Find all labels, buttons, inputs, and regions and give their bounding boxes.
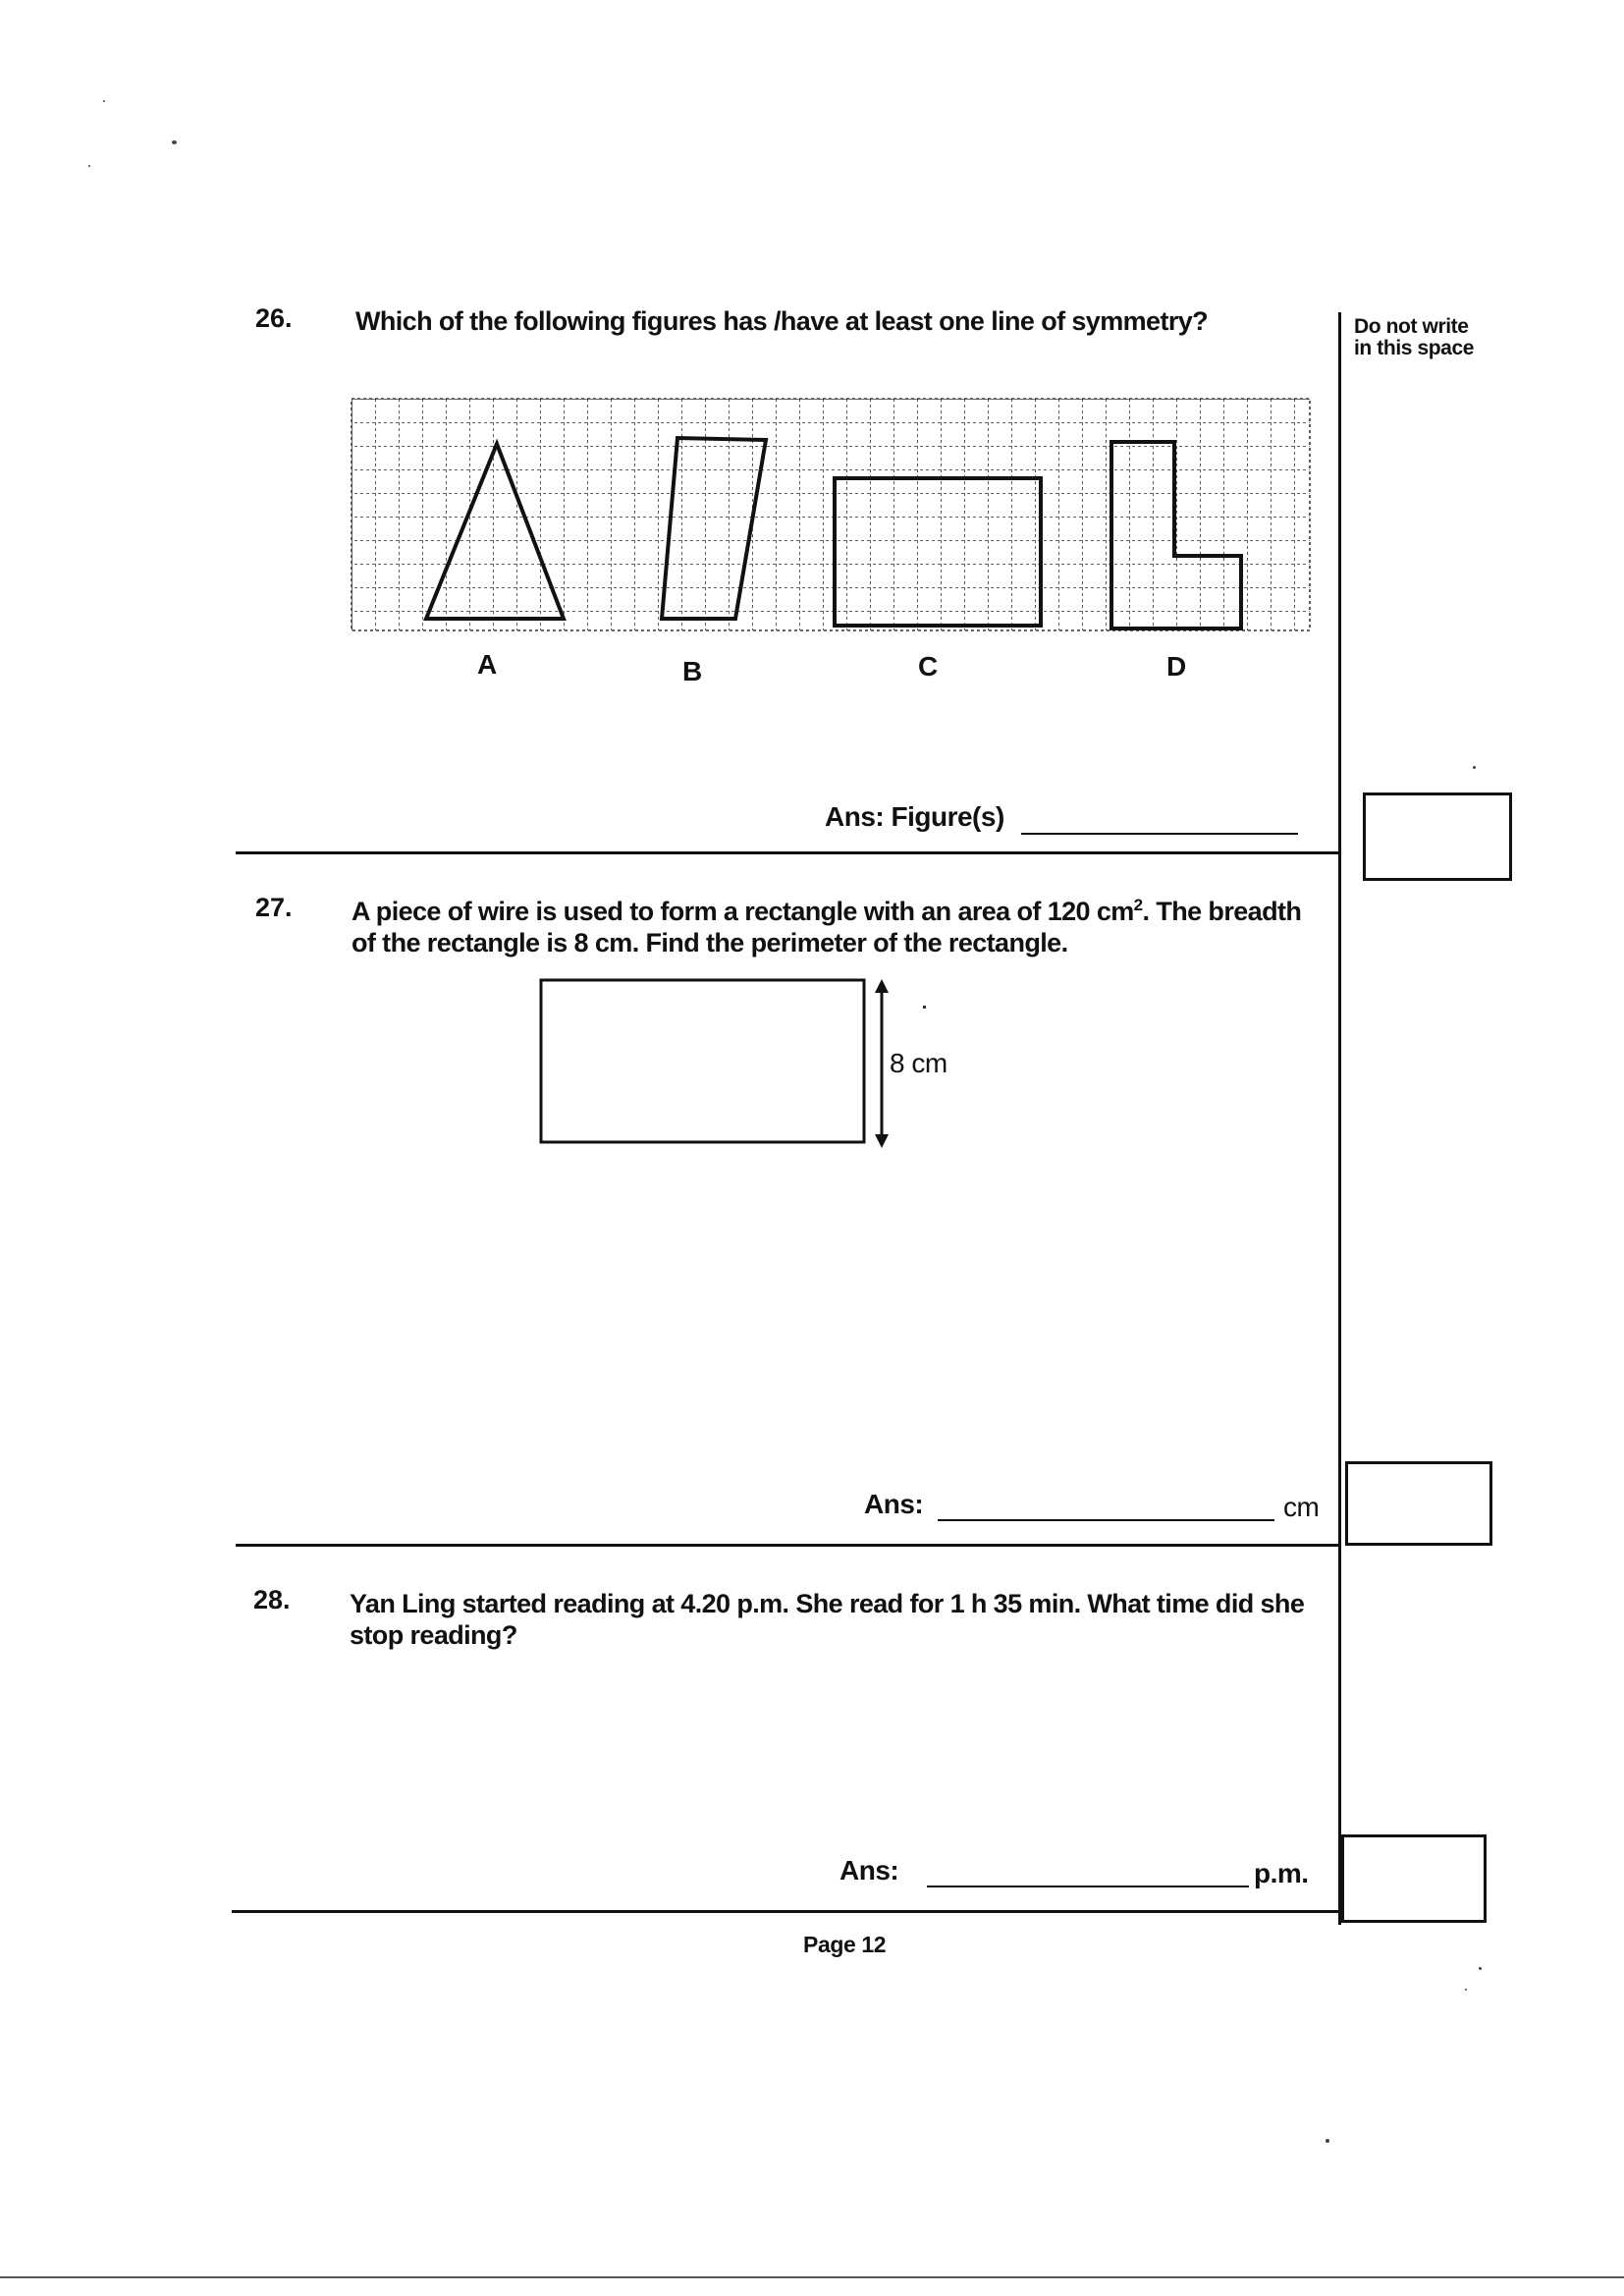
arrow-down-icon bbox=[875, 1134, 889, 1148]
answer-label: Ans: bbox=[864, 1489, 924, 1519]
margin-note-line2: in this space bbox=[1354, 337, 1475, 359]
question-number: 27. bbox=[255, 893, 293, 922]
figure-label-d: D bbox=[1166, 651, 1187, 682]
marks-box bbox=[1363, 793, 1512, 881]
question-text-part1: A piece of wire is used to form a rectangle with an area of 120 cm bbox=[352, 897, 1134, 926]
question-text-superscript: 2 bbox=[1133, 896, 1143, 914]
arrow-up-icon bbox=[875, 979, 889, 993]
scan-speck bbox=[923, 1006, 926, 1009]
wire-rectangle bbox=[541, 980, 864, 1142]
scan-speck bbox=[1473, 766, 1476, 769]
marks-box bbox=[1345, 1461, 1492, 1546]
marks-box bbox=[1341, 1834, 1487, 1923]
margin-note bbox=[1354, 316, 1474, 359]
figure-label-a: A bbox=[477, 649, 498, 680]
question-divider bbox=[236, 1544, 1341, 1547]
answer-label: Ans: Figure(s) bbox=[825, 801, 1004, 832]
question-text bbox=[352, 896, 1304, 958]
question-divider bbox=[236, 851, 1341, 854]
answer-label: Ans: bbox=[839, 1855, 899, 1886]
answer-blank[interactable] bbox=[1021, 833, 1298, 835]
scan-speck bbox=[1326, 2139, 1329, 2143]
question-number: 28. bbox=[253, 1585, 291, 1614]
scan-speck bbox=[1465, 1989, 1467, 1991]
margin-note-line1: Do not write bbox=[1354, 315, 1469, 338]
figure-label-b: B bbox=[682, 656, 703, 686]
grid-paper bbox=[352, 399, 1310, 630]
scan-speck bbox=[172, 140, 177, 144]
scan-speck bbox=[1479, 1967, 1482, 1970]
question-number: 26. bbox=[255, 303, 293, 333]
question-text-part2: . The breadth of the rectangle is 8 cm. Find the perimeter of the rectangle. bbox=[352, 897, 1302, 957]
question-text: Yan Ling started reading at 4.20 p.m. She read for 1 h 35 min. What time did she stop reading? bbox=[350, 1589, 1305, 1650]
figure-label-c: C bbox=[918, 651, 939, 682]
scan-edge-line bbox=[0, 2276, 1624, 2278]
question-divider bbox=[232, 1910, 1341, 1913]
page-number: Page 12 bbox=[803, 1932, 887, 1957]
question-text: Which of the following figures has /have at least one line of symmetry? bbox=[355, 306, 1209, 336]
answer-unit: cm bbox=[1283, 1492, 1320, 1522]
margin-divider bbox=[1338, 312, 1341, 1925]
wire-rectangle-diagram bbox=[538, 977, 950, 1154]
scan-speck bbox=[88, 165, 90, 167]
symmetry-figures-grid bbox=[350, 397, 1317, 632]
answer-blank[interactable] bbox=[927, 1886, 1249, 1887]
breadth-label: 8 cm bbox=[890, 1048, 947, 1078]
scan-speck bbox=[103, 100, 105, 102]
answer-unit: p.m. bbox=[1254, 1858, 1309, 1888]
answer-blank[interactable] bbox=[938, 1519, 1274, 1521]
